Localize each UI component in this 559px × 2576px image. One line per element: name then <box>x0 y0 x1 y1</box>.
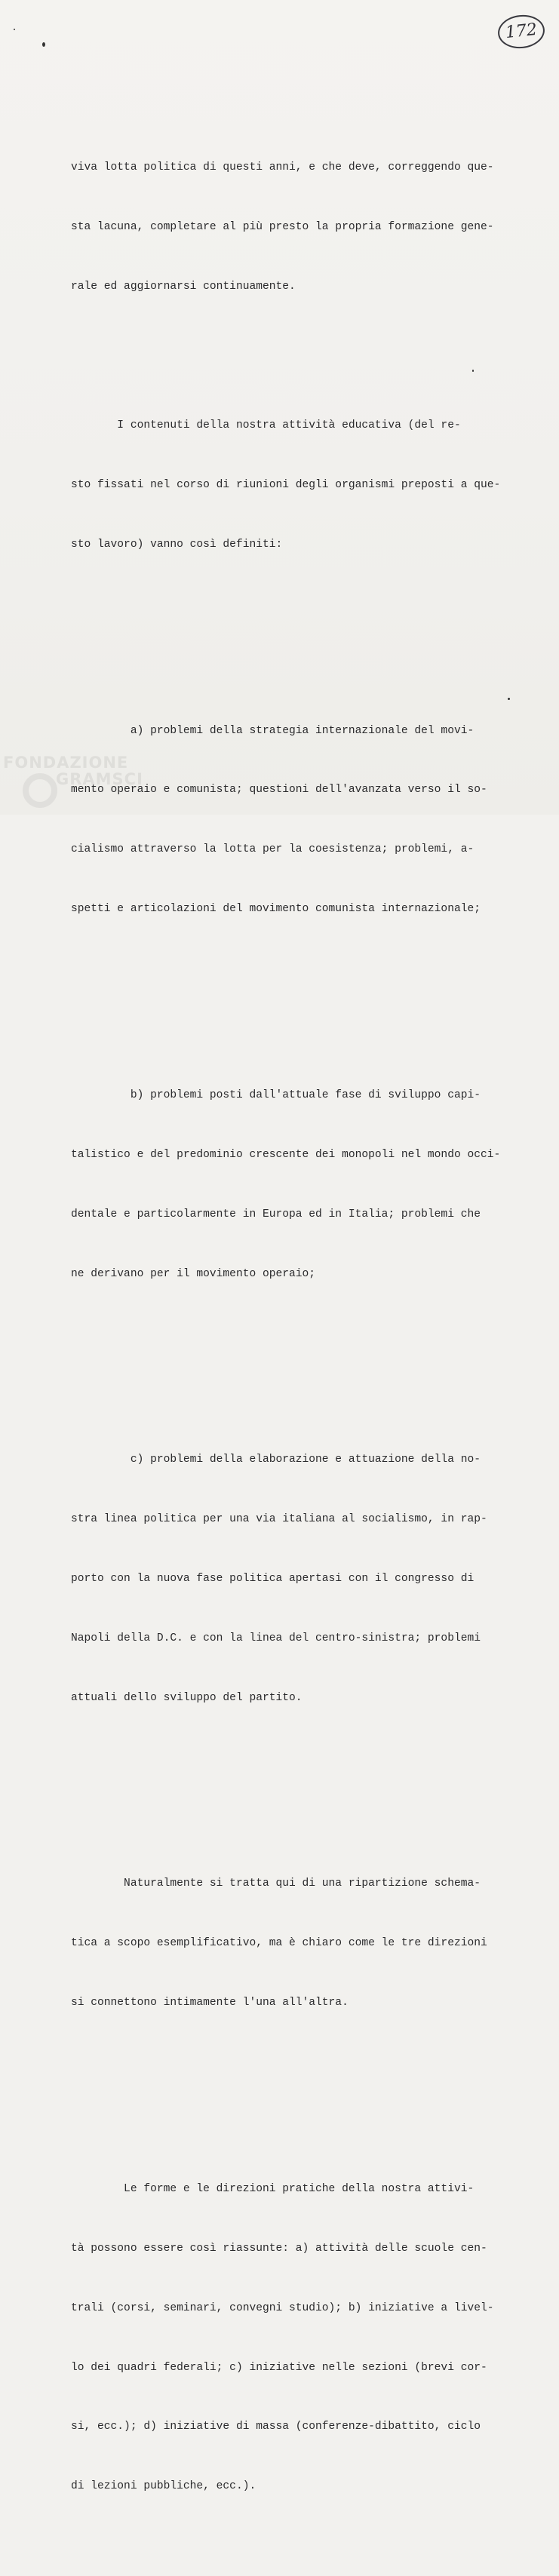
text-line: sto fissati nel corso di riunioni degli organismi preposti a que- <box>71 478 501 491</box>
text-line: b) problemi posti dall'attuale fase di sviluppo capi- <box>71 1088 481 1101</box>
text-line: I contenuti della nostra attività educativa (del re- <box>71 419 461 432</box>
text-line: tica a scopo esemplificativo, ma è chiaro come le tre direzioni <box>71 1937 487 1950</box>
text-line: sta lacuna, completare al più presto la propria formazione gene- <box>71 221 494 234</box>
typewritten-body <box>71 78 516 2576</box>
text-line: stra linea politica per una via italiana al socialismo, in rap- <box>71 1513 487 1526</box>
text-line: dentale e particolarmente in Europa ed in Italia; problemi che <box>71 1208 481 1220</box>
text-line: Le forme e le direzioni pratiche della nostra attivi- <box>71 2182 475 2195</box>
paragraph <box>71 2139 516 2536</box>
watermark-line: GRAMSCI <box>56 770 143 788</box>
paragraph <box>71 118 516 336</box>
ink-speck <box>42 42 45 47</box>
paragraph <box>71 681 516 959</box>
ink-speck <box>14 29 15 30</box>
paragraph <box>71 1045 516 1323</box>
watermark-line: FONDAZIONE <box>3 754 129 772</box>
paragraph-gap <box>71 1787 516 1795</box>
text-line: trali (corsi, seminari, convegni studio); b) iniziative a livel- <box>71 2301 494 2314</box>
paragraph <box>71 1411 516 1748</box>
paragraph <box>71 376 516 594</box>
text-line: si, ecc.); d) iniziative di massa (conferenze-dibattito, ciclo <box>71 2421 481 2433</box>
text-line: Napoli della D.C. e con la linea del centro-sinistra; problemi <box>71 1632 481 1644</box>
text-line: rale ed aggiornarsi continuamente. <box>71 280 296 293</box>
text-line: tà possono essere così riassunte: a) attività delle scuole cen- <box>71 2242 487 2255</box>
text-line: si connettono intimamente l'una all'altra. <box>71 1997 349 2010</box>
paragraph-gap <box>71 634 516 641</box>
text-line: cialismo attraverso la lotta per la coesistenza; problemi, a- <box>71 843 475 856</box>
text-line: c) problemi della elaborazione e attuazione della no- <box>71 1454 481 1466</box>
text-line: spetti e articolazioni del movimento comunista internazionale; <box>71 903 481 916</box>
text-line: ne derivano per il movimento operaio; <box>71 1267 316 1280</box>
text-line: di lezioni pubbliche, ecc.). <box>71 2480 256 2493</box>
paragraph-gap <box>71 1363 516 1371</box>
text-line: porto con la nuova fase politica apertasi con il congresso di <box>71 1572 475 1585</box>
page-number-stamp: 172 <box>496 13 546 51</box>
text-line: lo dei quadri federali; c) iniziative nelle sezioni (brevi cor- <box>71 2361 487 2374</box>
text-line: a) problemi della strategia internazionale del movi- <box>71 724 475 737</box>
text-line: Naturalmente si tratta qui di una ripartizione schema- <box>71 1878 481 1890</box>
text-line: mento operaio e comunista; questioni dell'avanzata verso il so- <box>71 784 487 797</box>
text-line: talistico e del predominio crescente dei monopoli nel mondo occi- <box>71 1148 501 1161</box>
watermark <box>3 754 143 788</box>
paragraph-gap <box>71 999 516 1006</box>
text-line: viva lotta politica di questi anni, e che deve, correggendo que- <box>71 161 494 174</box>
paragraph-gap <box>71 2092 516 2100</box>
text-line: sto lavoro) vanno così definiti: <box>71 538 283 551</box>
text-line: attuali dello sviluppo del partito. <box>71 1691 303 1704</box>
paragraph <box>71 1835 516 2053</box>
